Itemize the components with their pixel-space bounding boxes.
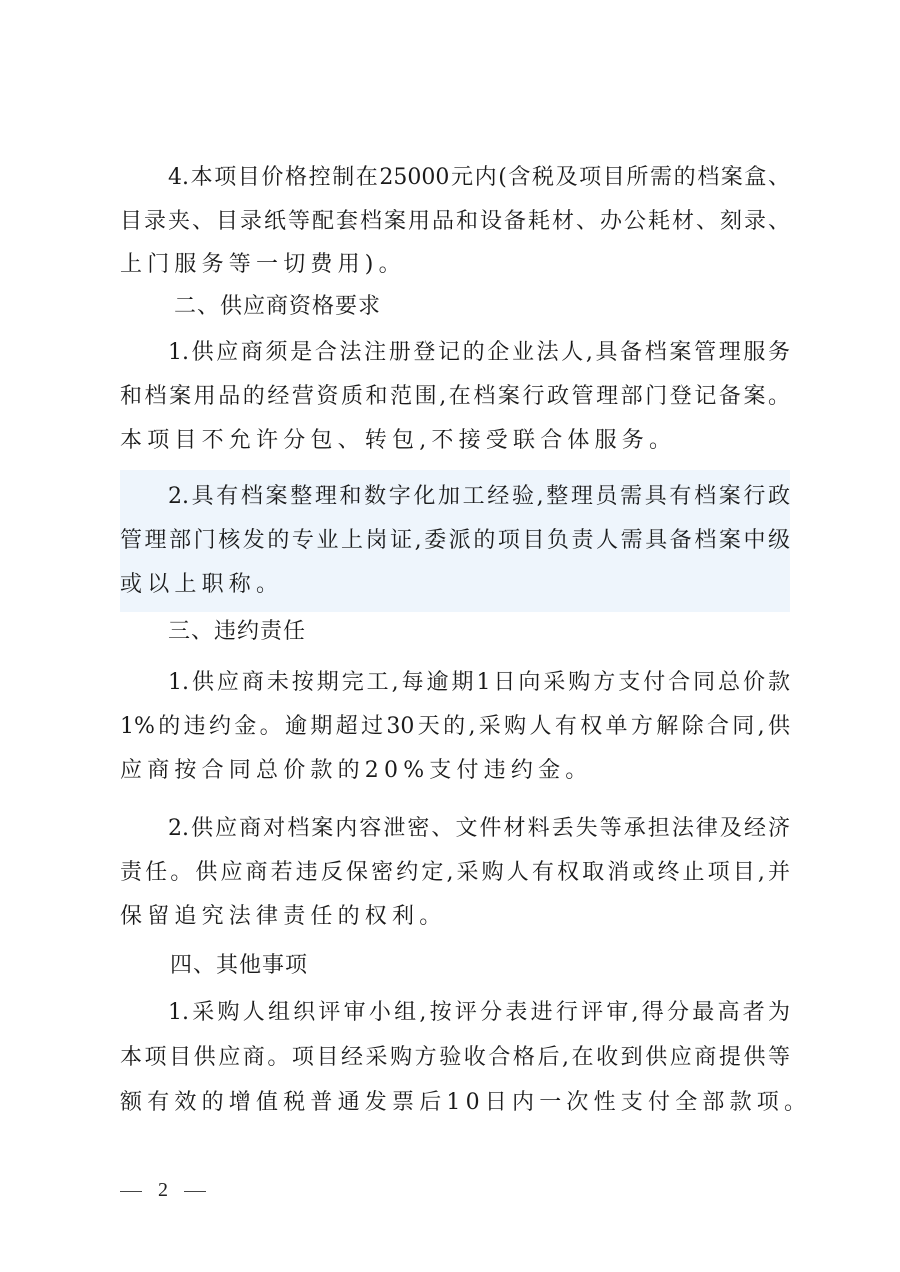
- paragraph-line: 额有效的增值税普通发票后10日内一次性支付全部款项。: [120, 1090, 812, 1115]
- page-number: 2: [158, 1179, 168, 1201]
- footer-dash-right: [184, 1191, 206, 1192]
- paragraph-line: 应商按合同总价款的20%支付违约金。: [120, 758, 593, 783]
- paragraph-line: 责任。供应商若违反保密约定,采购人有权取消或终止项目,并: [120, 860, 790, 885]
- highlighted-paragraph-line: 管理部门核发的专业上岗证,委派的项目负责人需具备档案中级: [120, 528, 790, 553]
- paragraph-line: 4.本项目价格控制在25000元内(含税及项目所需的档案盒、: [168, 165, 790, 190]
- paragraph-line: 1%的违约金。逾期超过30天的,采购人有权单方解除合同,供: [120, 714, 790, 739]
- paragraph-line: 1.供应商未按期完工,每逾期1日向采购方支付合同总价款: [168, 670, 790, 695]
- paragraph-line: 目录夹、目录纸等配套档案用品和设备耗材、办公耗材、刻录、: [120, 209, 790, 234]
- paragraph-line: 2.供应商对档案内容泄密、文件材料丢失等承担法律及经济: [168, 816, 790, 841]
- paragraph-line: 1.供应商须是合法注册登记的企业法人,具备档案管理服务: [168, 340, 790, 365]
- paragraph-line: 上门服务等一切费用)。: [120, 252, 406, 277]
- highlighted-paragraph-line: 2.具有档案整理和数字化加工经验,整理员需具有档案行政: [168, 484, 790, 509]
- footer-dash-left: [120, 1191, 142, 1192]
- section-heading-other: 四、其他事项: [170, 953, 309, 978]
- paragraph-line: 保留追究法律责任的权利。: [120, 904, 447, 929]
- highlighted-paragraph-line: 或以上职称。: [120, 572, 284, 597]
- section-heading-qualification: 二、供应商资格要求: [174, 294, 382, 319]
- paragraph-line: 和档案用品的经营资质和范围,在档案行政管理部门登记备案。: [120, 384, 790, 409]
- page-footer: [120, 1172, 206, 1208]
- section-heading-liability: 三、违约责任: [168, 619, 307, 644]
- paragraph-line: 本项目供应商。项目经采购方验收合格后,在收到供应商提供等: [120, 1045, 790, 1070]
- paragraph-line: 本项目不允许分包、转包,不接受联合体服务。: [120, 428, 677, 453]
- paragraph-line: 1.采购人组织评审小组,按评分表进行评审,得分最高者为: [168, 1000, 790, 1025]
